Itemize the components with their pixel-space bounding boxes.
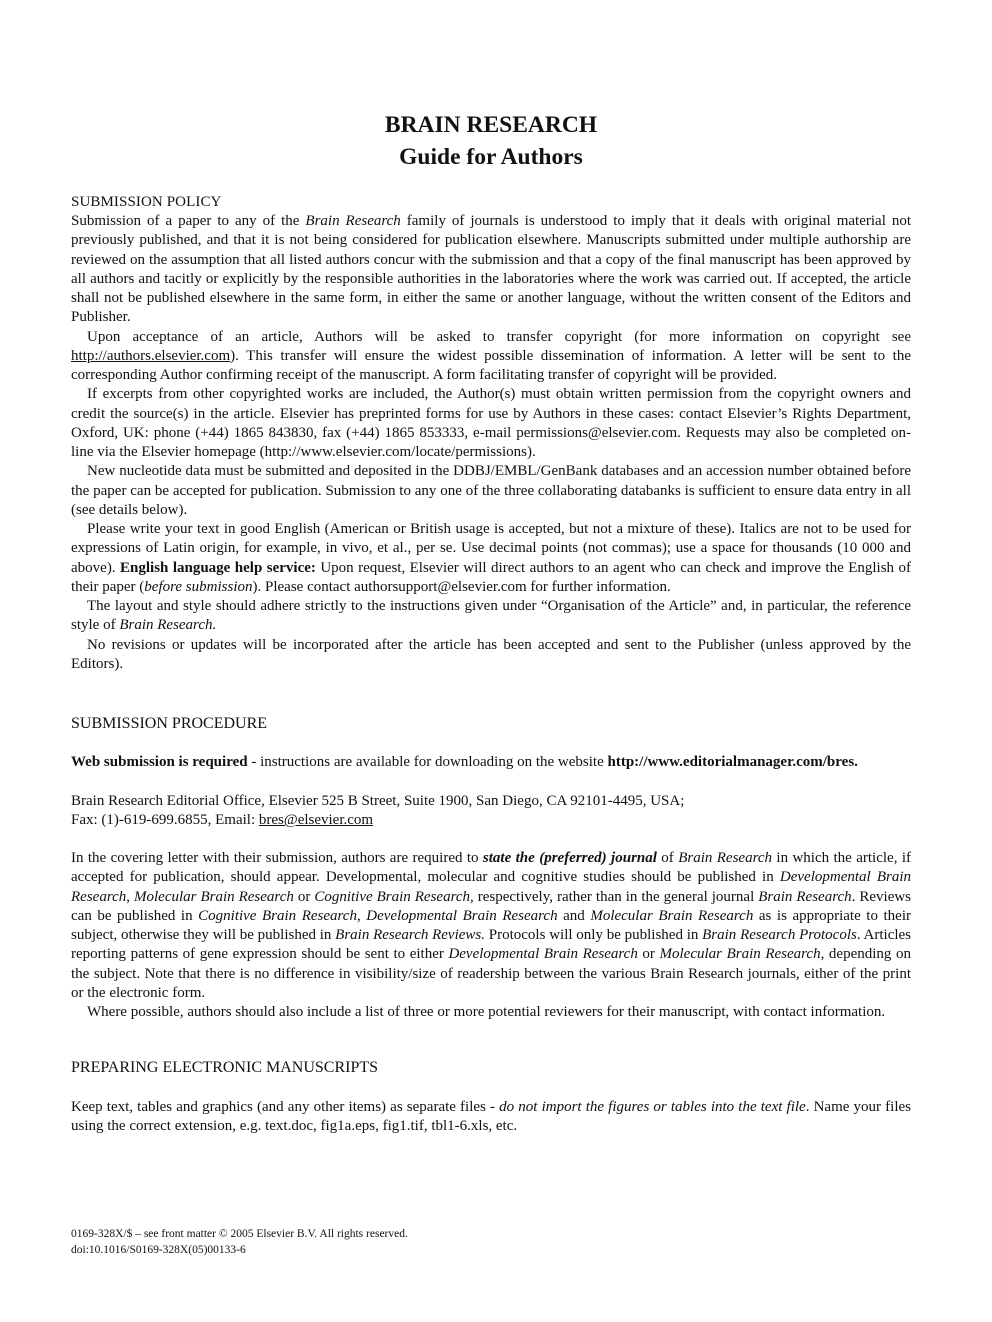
authors-elsevier-link[interactable]: http://authors.elsevier.com [71, 347, 231, 364]
policy-paragraph-1: Submission of a paper to any of the Brain Research family of journals is understood to imply that it deals with original material not previously published, and that it is not being considered for publication elsewhere. Manuscripts submitted under multiple authorship are reviewed on the assumption that all listed authors concur with the submission and that a copy of the final manuscript has been approved by all authors and tacitly or explicitly by the responsible authorities in the laboratories where the work was carried out. If accepted, the article shall not be published elsewhere in the same form, in either the same or another language, without the written consent of the Editors and Publisher. [71, 213, 911, 326]
reviewers-paragraph: Where possible, authors should also include a list of three or more potential reviewers for their manuscript, with contact information. [87, 1004, 886, 1020]
policy-paragraph-5: Please write your text in good English (American or British usage is accepted, but not a mixture of these). Italics are not to be used for expressions of Latin origin, for example, in vivo, et al., per se. Use decimal points (not commas); use a space for thousands (10 000 and above). English language help service: Upon request, Elsevier will direct authors to an agent who can check and improve the English of their paper (before submission). Please contact authorsupport@elsevier.com for further information. [71, 521, 911, 595]
web-submission-paragraph: Web submission is required - instructions are available for downloading on the website http://www.editorialmanager.com/bres. [71, 754, 858, 770]
policy-paragraph-2: Upon acceptance of an article, Authors will be asked to transfer copyright (for more information on copyright see http://authors.elsevier.com). This transfer will ensure the widest possible dissemination of information. A letter will be sent to the corresponding Author confirming receipt of the manuscript. A form facilitating transfer of copyright will be provided. [71, 328, 911, 383]
policy-paragraph-6: The layout and style should adhere strictly to the instructions given under “Organisation of the Article” and, in particular, the reference style of Brain Research. [71, 598, 911, 634]
preparing-paragraph: Keep text, tables and graphics (and any other items) as separate files - do not import the figures or tables into the text file. Name your files using the correct extension, e.g. text.doc, fig1a.eps, fig1.tif, tbl1-6.xls, etc. [71, 1099, 912, 1135]
submission-policy-section [71, 193, 911, 674]
bres-email-link[interactable]: bres@elsevier.com [258, 812, 374, 829]
copyright-footer [71, 1226, 408, 1258]
covering-letter-paragraph: In the covering letter with their submission, authors are required to state the (preferred) journal of Brain Research in which the article, if accepted for publication, should appear. Developmental, molecular and cognitive studies should be published in Developmental Brain Research, Molecular Brain Research or Cognitive Brain Research, respectively, rather than in the general journal Brain Research. Reviews can be published in Cognitive Brain Research, Developmental Brain Research and Molecular Brain Research as is appropriate to their subject, otherwise they will be published in Brain Research Reviews. Protocols will only be published in Brain Research Protocols. Articles reporting patterns of gene expression should be sent to either Developmental Brain Research or Molecular Brain Research, depending on the subject. Note that there is no difference in visibility/size of readership between the various Brain Research journals, either of the print or the electronic form. [71, 850, 912, 1001]
policy-paragraph-3: If excerpts from other copyrighted works are included, the Author(s) must obtain written permission from the copyright owners and credit the source(s) in the article. Elsevier has preprinted forms for use by Authors in these cases: contact Elsevier’s Rights Department, Oxford, UK: phone (+44) 1865 843830, fax (+44) 1865 853333, e-mail permissions@elsevier.com. Requests may also be completed on-line via the Elsevier homepage (http://www.elsevier.com/locate/permissions). [71, 386, 911, 460]
copyright-line: 0169-328X/$ – see front matter © 2005 Elsevier B.V. All rights reserved. [71, 1228, 408, 1240]
doi-line: doi:10.1016/S0169-328X(05)00133-6 [71, 1244, 246, 1256]
policy-paragraph-7: No revisions or updates will be incorporated after the article has been accepted and sent to the Publisher (unless approved by the Editors). [71, 636, 911, 672]
editorial-office-address: Brain Research Editorial Office, Elsevier 525 B Street, Suite 1900, San Diego, CA 92101-4495, USA; Fax: (1)-619-699.6855, Email: bres@elsevier.com [71, 793, 685, 829]
guide-title: Guide for Authors [399, 144, 583, 170]
submission-procedure-heading: SUBMISSION PROCEDURE [71, 715, 268, 732]
journal-title: BRAIN RESEARCH [384, 112, 598, 138]
submission-policy-heading: SUBMISSION POLICY [71, 194, 222, 210]
policy-paragraph-4: New nucleotide data must be submitted and deposited in the DDBJ/EMBL/GenBank databases and an accession number obtained before the paper can be accepted for publication. Submission to any one of the three collaborating databanks is sufficient to ensure data entry in all (see details below). [71, 463, 911, 518]
preparing-manuscripts-heading: PREPARING ELECTRONIC MANUSCRIPTS [71, 1059, 379, 1076]
covering-letter-section [71, 849, 911, 1022]
